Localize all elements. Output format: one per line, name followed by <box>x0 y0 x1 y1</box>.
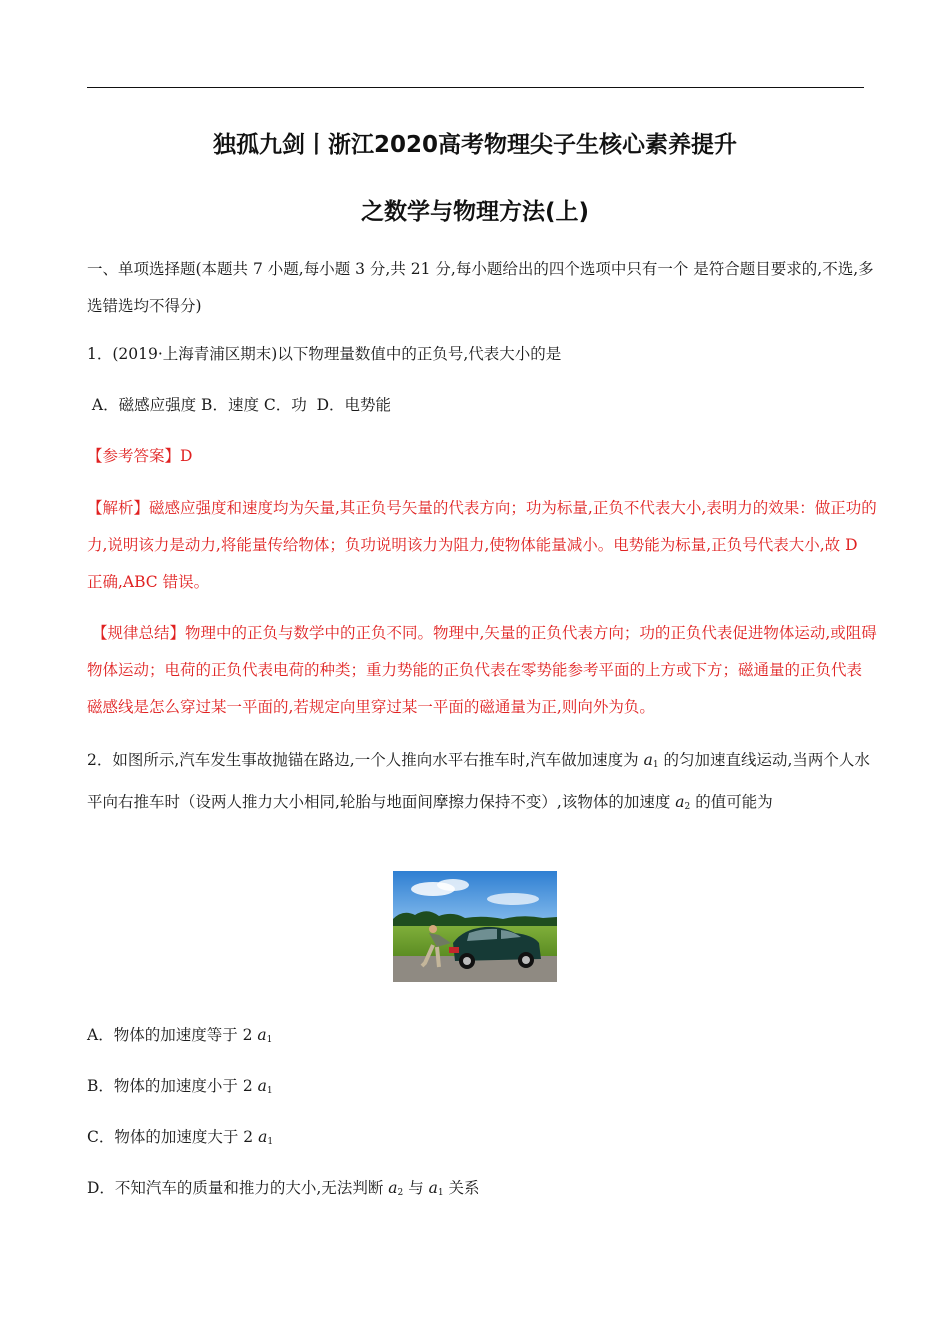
var-a1-subscript: 1 <box>652 760 659 770</box>
question-2-option-b <box>87 1068 877 1110</box>
option-c-subscript: 1 <box>267 1137 274 1147</box>
var-a2: a <box>675 793 685 811</box>
option-c-text: C．物体的加速度大于 2 <box>87 1128 259 1146</box>
option-d-var-a2: a <box>388 1179 398 1197</box>
question-1-options: A．磁感应强度 B．速度 C．功 D．电势能 <box>87 396 392 414</box>
option-a-var: a <box>257 1026 267 1044</box>
option-b-subscript: 1 <box>266 1086 273 1096</box>
question-1-stem: 1．(2019·上海青浦区期末)以下物理量数值中的正负号,代表大小的是 <box>87 345 562 363</box>
q2-stem-part-c: 的值可能为 <box>690 793 773 811</box>
question-2-stem <box>87 742 877 826</box>
question-1-summary: 【规律总结】物理中的正负与数学中的正负不同。物理中,矢量的正负代表方向；功的正负代表促进物体运动,或阻碍物体运动；电荷的正负代表电荷的种类；重力势能的正负代表在零势能参考平面的上方或下方；磁通量的正负代表磁感线是怎么穿过某一平面的,若规定向里穿过某一平面的磁通量为正,则向外为负。 <box>87 624 877 716</box>
option-b-var: a <box>257 1077 267 1095</box>
option-d-text: D．不知汽车的质量和推力的大小,无法判断 <box>87 1179 389 1197</box>
question-1-analysis: 【解析】磁感应强度和速度均为矢量,其正负号矢量的代表方向；功为标量,正负不代表大小,表明力的效果：做正功的力,说明该力是动力,将能量传给物体；负功说明该力为阻力,使物体能量减小。电势能为标量,正负号代表大小,故 D 正确,ABC 错误。 <box>87 499 877 591</box>
page-subtitle: 之数学与物理方法(上) <box>360 199 590 225</box>
question-2-option-a <box>87 1017 877 1059</box>
option-d-connector: 与 <box>403 1179 429 1197</box>
option-d-var-a1: a <box>428 1179 438 1197</box>
q2-stem-part-a: 2．如图所示,汽车发生事故抛锚在路边,一个人推向水平右推车时,汽车做加速度为 <box>87 751 644 769</box>
option-a-subscript: 1 <box>266 1035 273 1045</box>
option-a-text: A．物体的加速度等于 2 <box>87 1026 258 1044</box>
q2-stem-part-b: 的匀加速直线运动,当两个人水平向右推车时（设两人推力大小相同,轮胎与地面间摩擦力保持不变）,该物体的加速度 <box>87 751 870 811</box>
option-d-subscript-1: 1 <box>437 1188 444 1198</box>
question-1-answer: 【参考答案】D <box>87 447 193 465</box>
question-2-option-c <box>87 1119 877 1161</box>
var-a1: a <box>643 751 653 769</box>
option-c-var: a <box>258 1128 268 1146</box>
option-d-subscript-2: 2 <box>397 1188 404 1198</box>
var-a2-subscript: 2 <box>684 802 691 812</box>
section-heading: 一、单项选择题(本题共 7 小题,每小题 3 分,共 21 分,每小题给出的四个选项中只有一个 是符合题目要求的,不选,多选错选均不得分) <box>87 260 874 315</box>
car-push-photo <box>393 871 557 982</box>
option-d-tail: 关系 <box>443 1179 480 1197</box>
option-b-text: B．物体的加速度小于 2 <box>87 1077 258 1095</box>
top-rule <box>87 87 864 88</box>
question-2-option-d <box>87 1170 877 1212</box>
car-push-illustration <box>393 871 557 982</box>
page-title: 独孤九剑丨浙江2020高考物理尖子生核心素养提升 <box>212 132 737 158</box>
